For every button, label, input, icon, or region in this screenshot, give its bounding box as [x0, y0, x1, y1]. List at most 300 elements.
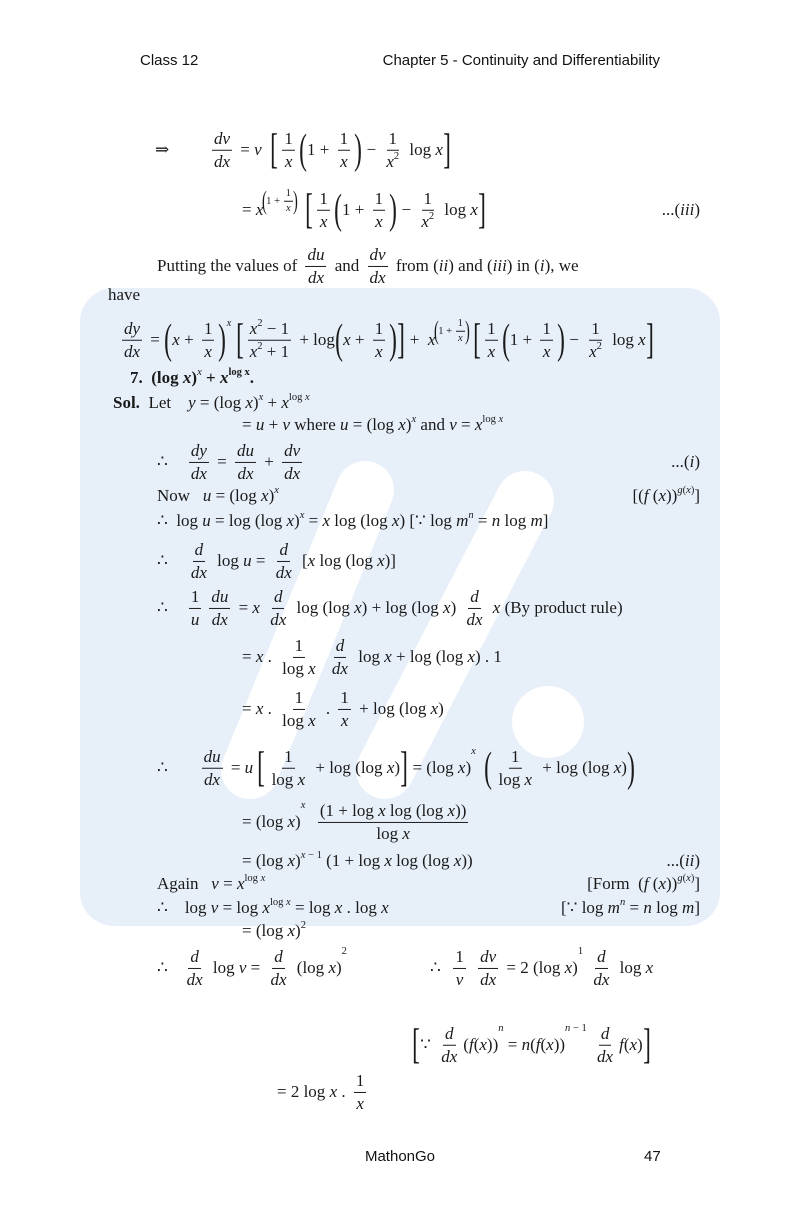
- math-text: ): [465, 758, 472, 777]
- math-line: [277, 1071, 370, 1113]
- math-text: Putting the values of: [157, 256, 302, 275]
- math-text: =: [473, 511, 492, 530]
- math-text: + 1: [262, 341, 290, 361]
- superscript: [597, 340, 602, 352]
- math-variable: f: [643, 874, 649, 893]
- fraction: [595, 1024, 615, 1066]
- math-text: 1: [542, 318, 551, 338]
- math-text: log: [271, 769, 298, 789]
- numerator: [468, 587, 481, 609]
- denominator: [212, 151, 232, 172]
- math-text: − 1: [570, 1022, 587, 1034]
- math-variable: u: [202, 486, 212, 505]
- math-text: =: [503, 1035, 522, 1054]
- math-variable: du: [203, 746, 221, 766]
- math-text: =: [625, 898, 644, 917]
- math-text: [Form (: [587, 874, 644, 893]
- fraction: [248, 319, 291, 361]
- fraction: [368, 245, 388, 287]
- numerator: [193, 540, 206, 562]
- delimiter: [: [305, 185, 314, 233]
- math-text: log: [498, 769, 525, 789]
- denominator: [373, 341, 385, 362]
- math-variable: dx: [211, 609, 228, 629]
- math-text: =: [242, 647, 256, 666]
- math-text: ): [295, 812, 301, 831]
- math-variable: x: [457, 332, 463, 344]
- math-variable: n: [468, 509, 474, 521]
- denominator: [368, 267, 388, 288]
- math-text: 1: [388, 128, 397, 148]
- fraction: [122, 319, 142, 361]
- math-text: + log (log: [311, 758, 387, 777]
- math-variable: dx: [275, 562, 292, 582]
- math-text: ∴: [157, 598, 185, 617]
- denominator: [465, 609, 485, 630]
- math-variable: x: [356, 1093, 364, 1113]
- numerator: [485, 319, 498, 341]
- fraction: [465, 587, 485, 629]
- math-variable: d: [597, 946, 606, 966]
- math-variable: g: [677, 484, 683, 496]
- math-text: log (log: [330, 511, 392, 530]
- math-line: [157, 540, 396, 582]
- math-text: 1 +: [266, 195, 283, 207]
- math-text: − 1: [262, 318, 290, 338]
- math-line: [242, 851, 473, 871]
- math-line: [113, 393, 310, 413]
- delimiter: ): [389, 315, 398, 363]
- math-variable: x: [470, 200, 478, 219]
- math-text: + log: [295, 330, 335, 349]
- math-variable: dx: [124, 341, 141, 361]
- delimiter: (: [335, 315, 343, 363]
- math-variable: x: [334, 898, 343, 917]
- equation-reference: [671, 452, 700, 472]
- math-text: Now: [157, 486, 203, 505]
- math-text: ∴: [157, 551, 185, 570]
- math-text: log: [208, 958, 239, 977]
- math-text: ) and (: [448, 256, 493, 275]
- math-variable: iii: [492, 256, 507, 275]
- math-variable: x: [308, 658, 316, 678]
- math-text: (: [623, 1035, 630, 1054]
- math-text: =: [226, 758, 245, 777]
- delimiter: (: [484, 743, 493, 791]
- math-text: 1: [294, 687, 304, 707]
- math-variable: x: [686, 484, 691, 496]
- denominator: [269, 969, 289, 990]
- denominator: [122, 341, 142, 362]
- math-text: .: [263, 699, 277, 718]
- math-variable: d: [190, 946, 199, 966]
- math-variable: x: [386, 758, 395, 777]
- denominator: [284, 202, 293, 215]
- math-variable: x: [524, 769, 533, 789]
- numerator: [189, 587, 202, 609]
- math-variable: dx: [186, 969, 203, 989]
- math-variable: x: [261, 486, 269, 505]
- denominator: [419, 211, 436, 232]
- math-variable: d: [274, 946, 283, 966]
- math-text: where: [289, 415, 341, 434]
- math-text: ∴ log: [157, 511, 203, 530]
- math-variable: x: [287, 812, 296, 831]
- denominator: [280, 710, 318, 731]
- denominator: [202, 769, 222, 790]
- math-text: 2: [257, 317, 263, 329]
- math-text: =: [234, 598, 253, 617]
- numerator: [235, 441, 256, 463]
- math-text: ): [637, 1035, 643, 1054]
- math-variable: u: [190, 609, 200, 629]
- math-text: = (log: [242, 851, 288, 870]
- math-text: +: [263, 393, 282, 412]
- math-line: [412, 1020, 651, 1068]
- math-text: [∵ log: [560, 898, 608, 917]
- math-text: log: [353, 647, 385, 666]
- denominator: [456, 332, 465, 345]
- math-variable: dx: [466, 609, 483, 629]
- math-text: [260, 598, 264, 618]
- numerator: [338, 129, 351, 151]
- math-variable: dx: [237, 463, 254, 483]
- math-variable: n: [643, 898, 652, 917]
- math-variable: x: [377, 551, 385, 570]
- math-text: 2: [596, 340, 602, 352]
- math-text: =: [246, 958, 265, 977]
- math-text: = (log: [195, 393, 246, 412]
- denominator: [541, 341, 553, 362]
- math-line: [118, 315, 654, 363]
- math-text: (: [473, 1035, 480, 1054]
- delimiter: ): [354, 125, 363, 173]
- fraction: [284, 188, 293, 215]
- math-variable: v: [211, 874, 219, 893]
- math-variable: x: [300, 849, 306, 861]
- bold-text: x: [219, 368, 229, 387]
- math-text: and: [416, 415, 450, 434]
- math-variable: x: [204, 341, 212, 361]
- numerator: [282, 129, 295, 151]
- superscript: [578, 946, 583, 957]
- superscript: [301, 920, 306, 931]
- math-variable: x: [471, 745, 476, 757]
- delimiter: ]: [478, 185, 486, 233]
- math-text: 1: [487, 318, 496, 338]
- denominator: [189, 463, 209, 484]
- math-text: +: [264, 415, 283, 434]
- superscript: [435, 318, 468, 345]
- fraction: [202, 319, 215, 361]
- math-text: = (log: [242, 812, 288, 831]
- math-variable: x: [300, 799, 306, 811]
- math-variable: v: [449, 415, 457, 434]
- math-variable: dx: [480, 969, 497, 989]
- math-variable: x: [411, 413, 417, 425]
- math-text: = (log: [348, 415, 399, 434]
- math-text: ): [438, 699, 444, 718]
- math-variable: dv: [480, 946, 497, 966]
- math-variable: x: [287, 921, 296, 940]
- math-text: ∴: [157, 958, 181, 977]
- denominator: [454, 969, 466, 990]
- math-line: [430, 947, 653, 989]
- math-variable: x: [274, 484, 279, 496]
- superscript: [197, 367, 202, 378]
- math-text: have: [108, 285, 141, 304]
- math-variable: x: [402, 823, 410, 843]
- math-variable: x: [629, 1035, 638, 1054]
- math-variable: x: [305, 391, 310, 403]
- math-text: )): [553, 1035, 566, 1054]
- fraction: [280, 688, 318, 730]
- math-text: )): [666, 486, 678, 505]
- delimiter: [: [412, 1020, 420, 1068]
- math-variable: x: [613, 758, 622, 777]
- math-variable: x: [236, 874, 245, 893]
- numerator: [387, 129, 400, 151]
- denominator: [202, 341, 214, 362]
- math-variable: x: [354, 598, 362, 617]
- denominator: [283, 151, 295, 172]
- fraction: [212, 129, 232, 171]
- math-variable: v: [210, 898, 219, 917]
- numerator: [248, 319, 291, 341]
- math-text: ): [252, 393, 259, 412]
- fraction: [330, 636, 350, 678]
- math-line: [157, 947, 347, 989]
- math-line: [242, 415, 503, 435]
- numerator: [277, 540, 290, 562]
- numerator: [293, 636, 306, 658]
- math-variable: d: [445, 1023, 454, 1043]
- math-variable: ii: [684, 851, 695, 870]
- math-text: ...(: [666, 851, 685, 870]
- fraction: [317, 189, 330, 231]
- math-text: (: [648, 486, 659, 505]
- math-text: + log (log: [354, 699, 431, 718]
- math-text: ): [572, 958, 578, 977]
- superscript: [227, 318, 232, 329]
- math-variable: x: [391, 511, 400, 530]
- math-text: log: [269, 896, 287, 908]
- math-text: ]: [542, 511, 549, 530]
- numerator: [354, 1071, 367, 1093]
- math-variable: x: [546, 1035, 554, 1054]
- numerator: [202, 747, 223, 769]
- math-variable: x: [435, 140, 443, 159]
- math-text: ), we: [544, 256, 579, 275]
- denominator: [274, 562, 294, 583]
- numerator: [456, 318, 465, 332]
- math-variable: u: [202, 511, 211, 530]
- math-text: 1 +: [438, 325, 455, 337]
- numerator: [122, 319, 142, 341]
- math-variable: x: [474, 415, 483, 434]
- fraction: [189, 587, 202, 629]
- numerator: [318, 801, 469, 823]
- math-text: = (log: [211, 486, 262, 505]
- math-text: 2: [300, 919, 306, 931]
- math-text: =: [236, 140, 255, 159]
- math-variable: ii: [438, 256, 449, 275]
- fraction: [269, 947, 289, 989]
- math-text: ): [335, 958, 342, 977]
- delimiter: (: [262, 186, 268, 216]
- bold-text: 7. (log: [130, 368, 183, 387]
- superscript: [274, 485, 279, 496]
- math-variable: dv: [214, 128, 231, 148]
- equation-reference: [662, 200, 700, 220]
- delimiter: ]: [443, 125, 451, 173]
- superscript: [565, 1023, 587, 1034]
- math-text: ): [268, 486, 275, 505]
- numerator: [202, 319, 215, 341]
- superscript: [228, 367, 249, 378]
- math-text: and: [330, 256, 364, 275]
- math-text: log (log: [385, 800, 448, 820]
- bold-text: +: [201, 368, 220, 387]
- math-text: 1: [190, 586, 200, 606]
- numerator: [282, 747, 295, 769]
- superscript: [257, 340, 262, 352]
- math-variable: x: [430, 699, 439, 718]
- math-variable: dv: [284, 440, 301, 460]
- fraction: [373, 189, 386, 231]
- math-text: ): [690, 484, 695, 496]
- math-line: [242, 636, 502, 678]
- fraction: [185, 947, 205, 989]
- numerator: [272, 947, 285, 969]
- math-variable: x: [226, 317, 232, 329]
- math-variable: dy: [190, 440, 207, 460]
- superscript: [301, 850, 322, 861]
- math-variable: dv: [369, 244, 386, 264]
- math-variable: x: [260, 872, 266, 884]
- math-variable: v: [238, 958, 247, 977]
- math-text: (: [682, 484, 687, 496]
- denominator: [306, 267, 326, 288]
- math-line: [157, 587, 623, 629]
- numerator: [443, 1024, 456, 1046]
- math-text: −: [362, 140, 381, 159]
- superscript: [677, 873, 694, 884]
- math-text: )): [486, 1035, 499, 1054]
- math-variable: n: [565, 1022, 571, 1034]
- math-variable: n: [498, 1022, 504, 1034]
- superscript: [300, 510, 305, 521]
- math-variable: x: [457, 758, 466, 777]
- math-text: + log (log: [391, 647, 468, 666]
- fraction: [274, 540, 294, 582]
- math-text: (: [463, 1035, 469, 1054]
- superscript: [429, 210, 434, 222]
- math-text: (1 + log: [321, 851, 385, 870]
- math-line: [157, 743, 635, 791]
- numerator: [478, 947, 498, 969]
- math-text: )]: [384, 551, 396, 570]
- math-text: = 2 log: [277, 1082, 330, 1101]
- numerator: [599, 1024, 612, 1046]
- denominator: [268, 609, 288, 630]
- math-variable: x: [375, 211, 383, 231]
- fraction: [478, 947, 498, 989]
- math-text: 2: [393, 150, 400, 162]
- math-text: .: [321, 699, 335, 718]
- math-variable: x: [249, 341, 258, 361]
- math-variable: n: [521, 1035, 531, 1054]
- math-variable: d: [600, 1023, 610, 1043]
- math-variable: x: [281, 393, 289, 412]
- math-variable: x: [197, 366, 202, 378]
- math-text: [305, 812, 314, 832]
- math-variable: m: [682, 898, 695, 917]
- denominator: [374, 823, 412, 844]
- math-variable: x: [319, 211, 328, 231]
- superscript: [482, 414, 503, 425]
- delimiter: [: [473, 315, 481, 363]
- math-variable: x: [564, 958, 573, 977]
- math-variable: x: [589, 341, 597, 361]
- denominator: [338, 151, 350, 172]
- delimiter: ): [292, 186, 298, 216]
- fraction: [496, 747, 534, 789]
- math-text: [476, 758, 485, 778]
- math-variable: d: [335, 635, 345, 655]
- math-text: = log (log: [210, 511, 287, 530]
- fraction: [540, 319, 553, 361]
- math-variable: u: [244, 758, 254, 777]
- math-text: +: [179, 330, 198, 349]
- math-text: ): [394, 758, 401, 777]
- math-line: [157, 874, 265, 894]
- math-variable: du: [211, 586, 229, 606]
- math-text: [587, 1035, 591, 1055]
- math-text: .: [337, 1082, 350, 1101]
- math-text: ∴: [430, 958, 450, 977]
- math-text: (: [682, 872, 687, 884]
- bold-text: Sol.: [113, 393, 140, 412]
- math-text: = log: [290, 898, 335, 917]
- numerator: [338, 688, 351, 710]
- math-text: =: [212, 452, 231, 471]
- numerator: [540, 319, 553, 341]
- math-variable: x: [375, 341, 383, 361]
- fraction: [235, 441, 256, 483]
- math-line: [157, 898, 389, 918]
- fraction: [282, 441, 302, 483]
- math-variable: dx: [307, 267, 324, 287]
- math-variable: x: [378, 800, 386, 820]
- fraction: [189, 441, 209, 483]
- math-text: ): [694, 452, 700, 471]
- math-variable: x: [299, 509, 305, 521]
- math-variable: dx: [190, 562, 207, 582]
- math-text: 1: [423, 188, 433, 208]
- math-text: =: [456, 415, 475, 434]
- math-variable: x: [286, 511, 295, 530]
- math-variable: dx: [270, 969, 287, 989]
- math-text: 1: [203, 318, 213, 338]
- math-text: 1: [511, 746, 520, 766]
- math-text: (: [540, 1035, 547, 1054]
- numerator: [305, 245, 326, 267]
- math-variable: u: [255, 415, 265, 434]
- numerator: [595, 947, 608, 969]
- math-text: log: [288, 391, 306, 403]
- math-text: =: [146, 330, 165, 349]
